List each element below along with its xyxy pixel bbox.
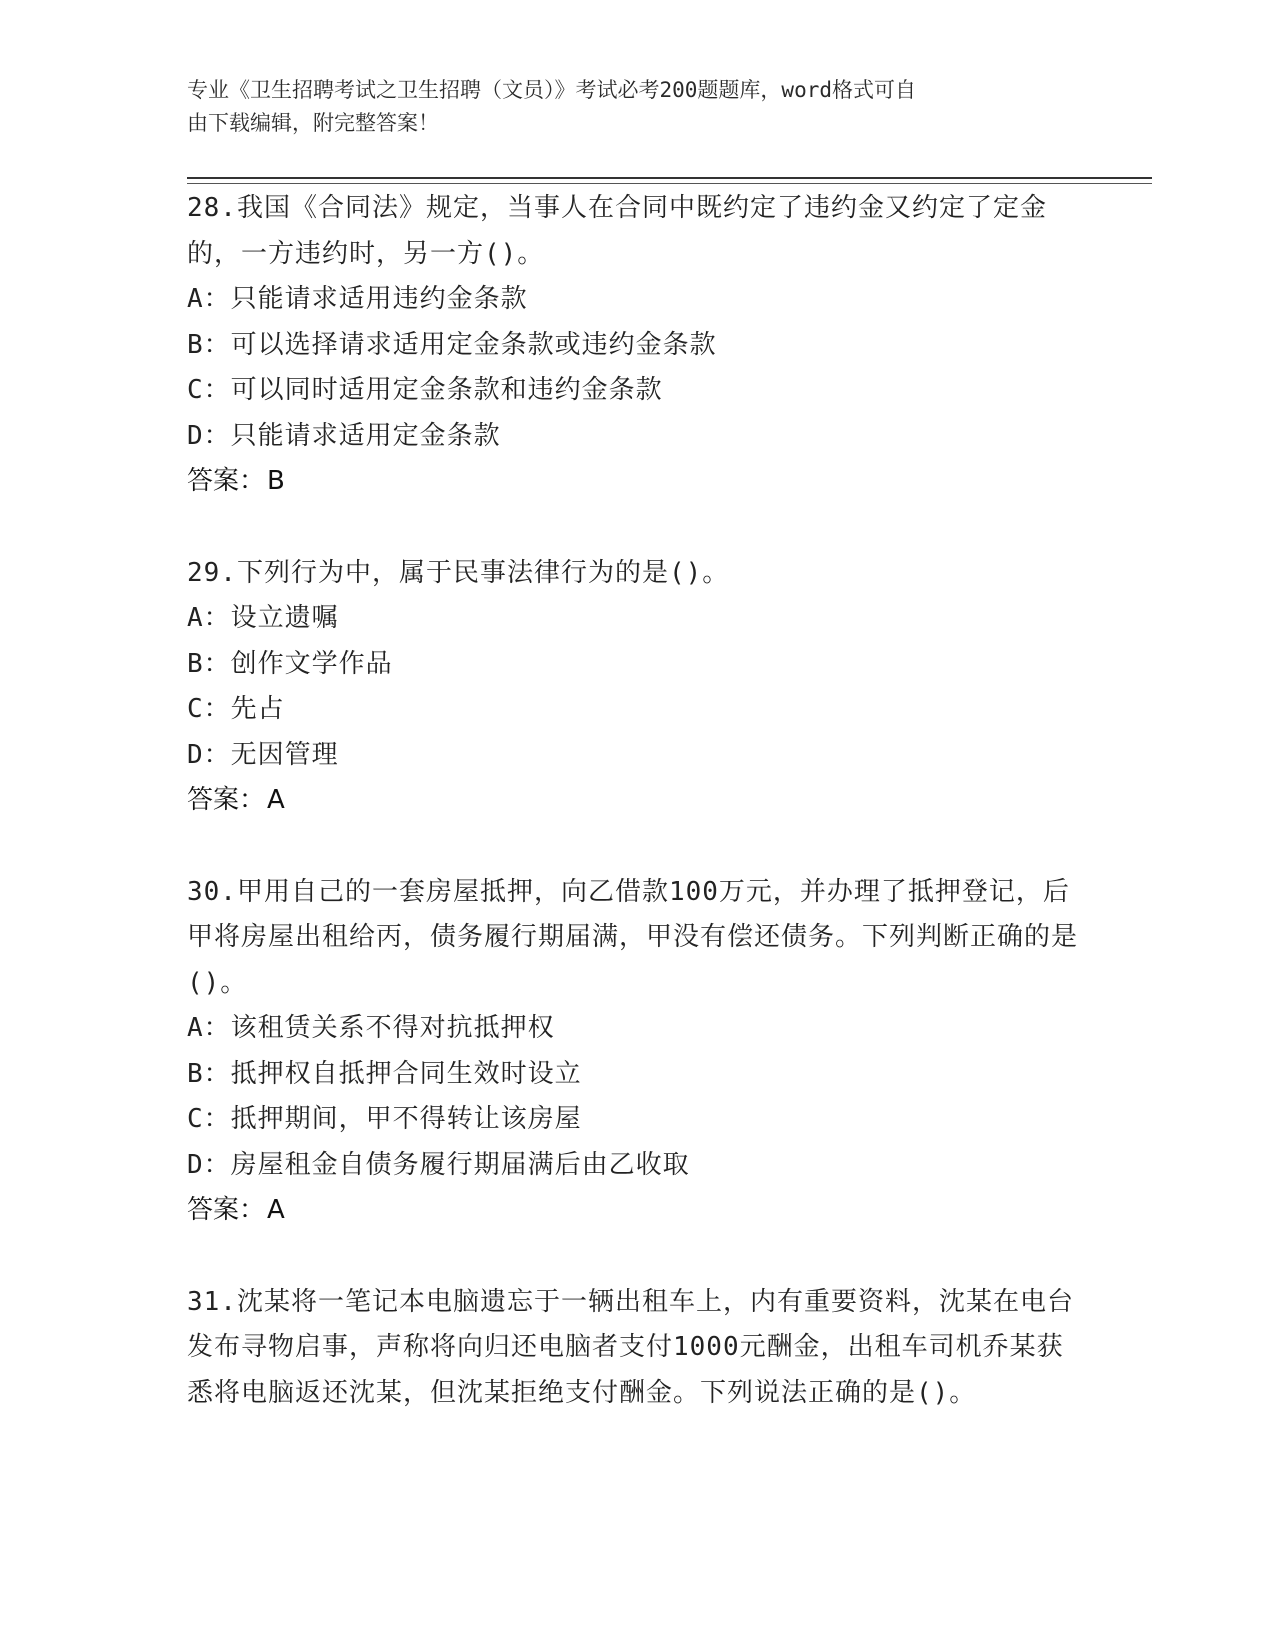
option-a: A：设立遗嘱	[187, 603, 339, 633]
option-a: A：只能请求适用违约金条款	[187, 284, 528, 314]
document-header	[187, 74, 1077, 140]
header-line-2: 由下载编辑，附完整答案！	[187, 111, 439, 135]
option-b: B：创作文学作品	[187, 648, 393, 679]
option-c: C：抵押期间，甲不得转让该房屋	[187, 1104, 582, 1134]
question-text: 29.下列行为中，属于民事法律行为的是()。	[187, 557, 730, 588]
question-text: 28.我国《合同法》规定，当事人在合同中既约定了违约金又约定了定金的，一方违约时，另一方()。	[187, 193, 1047, 269]
question-text: 31.沈某将一笔记本电脑遗忘于一辆出租车上，内有重要资料，沈某在电台发布寻物启事，声称将向归还电脑者支付1000元酬金，出租车司机乔某获悉将电脑返还沈某，但沈某拒绝支付酬金。下列说法正确的是()。	[187, 1286, 1074, 1408]
answer-line	[187, 778, 1087, 824]
question-29	[187, 551, 1087, 824]
answer-label: 答案：	[187, 1195, 266, 1225]
question-30	[187, 870, 1087, 1234]
header-divider-thin	[187, 183, 1152, 184]
option-c: C：先占	[187, 694, 285, 724]
answer-line	[187, 1188, 1087, 1234]
answer-label: 答案：	[187, 785, 266, 815]
option-d: D：无因管理	[187, 739, 339, 770]
option-d: D：房屋租金自债务履行期届满后由乙收取	[187, 1149, 690, 1180]
answer-line	[187, 459, 1087, 505]
answer-value: A	[267, 785, 285, 815]
answer-value: A	[267, 1195, 285, 1225]
answer-value: B	[267, 466, 285, 496]
header-line-1: 专业《卫生招聘考试之卫生招聘（文员）》考试必考200题题库，word格式可自	[187, 78, 916, 102]
answer-label: 答案：	[187, 466, 266, 496]
option-c: C：可以同时适用定金条款和违约金条款	[187, 375, 663, 405]
question-list	[187, 186, 1087, 1462]
option-b: B：可以选择请求适用定金条款或违约金条款	[187, 329, 717, 360]
question-28	[187, 186, 1087, 505]
question-31	[187, 1280, 1087, 1417]
option-a: A：该租赁关系不得对抗抵押权	[187, 1013, 555, 1043]
question-text: 30.甲用自己的一套房屋抵押，向乙借款100万元，并办理了抵押登记，后甲将房屋出租给丙，债务履行期届满，甲没有偿还债务。下列判断正确的是()。	[187, 876, 1079, 998]
option-b: B：抵押权自抵押合同生效时设立	[187, 1058, 582, 1089]
header-divider-thick	[187, 177, 1152, 179]
option-d: D：只能请求适用定金条款	[187, 420, 501, 451]
